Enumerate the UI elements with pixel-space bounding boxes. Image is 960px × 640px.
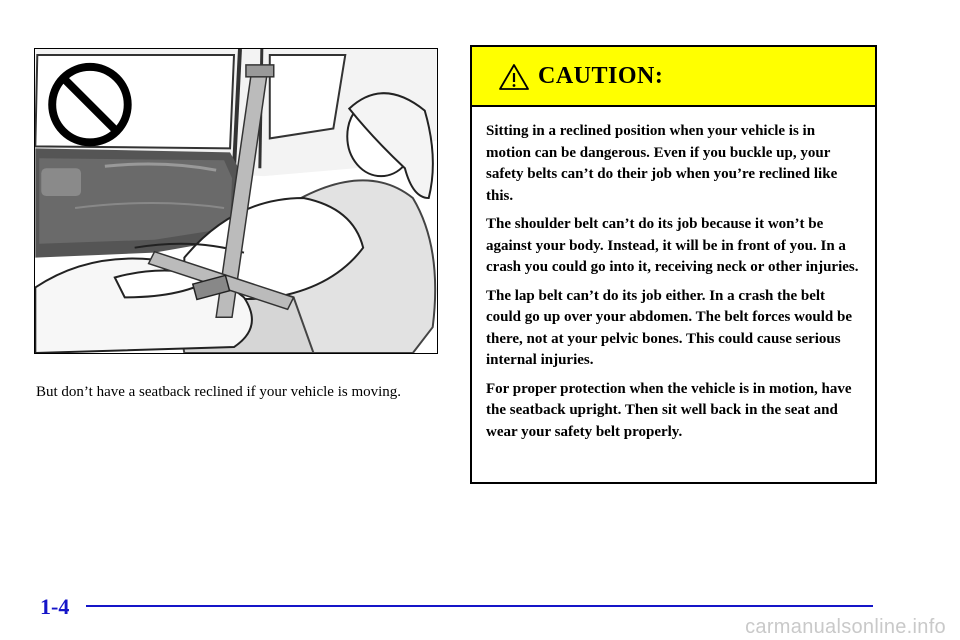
reclined-passenger-illustration — [34, 48, 438, 354]
warning-triangle-icon — [498, 63, 530, 91]
footer-rule — [86, 605, 873, 607]
caution-paragraph: The lap belt can’t do its job either. In a crash the belt could go up over your abdomen. The belt forces would be there, not at your pelvic bones. This could cause serious internal injuries. — [486, 287, 853, 368]
caution-title: CAUTION: — [538, 63, 664, 89]
body-paragraph: But don’t have a seatback reclined if your vehicle is moving. — [36, 384, 402, 400]
page-number: 1-4 — [40, 594, 70, 619]
caution-paragraph: Sitting in a reclined position when your vehicle is in motion can be dangerous. Even if you buckle up, your safety belts can’t do their job when you’re reclined like this. — [486, 123, 838, 204]
caution-paragraph: The shoulder belt can’t do its job because it won’t be against your body. Instead, it will be in front of you. In a crash you could go into it, receiving neck or other injuries. — [486, 216, 859, 275]
reclined-seat-drawing — [35, 49, 437, 353]
caution-box — [470, 45, 877, 484]
caution-header — [472, 47, 875, 107]
watermark: carmanualsonline.info — [745, 616, 946, 638]
caution-paragraph: For proper protection when the vehicle is in motion, have the seatback upright. Then sit well back in the seat and wear your safety belt properly. — [486, 380, 852, 440]
caution-body — [472, 107, 875, 443]
